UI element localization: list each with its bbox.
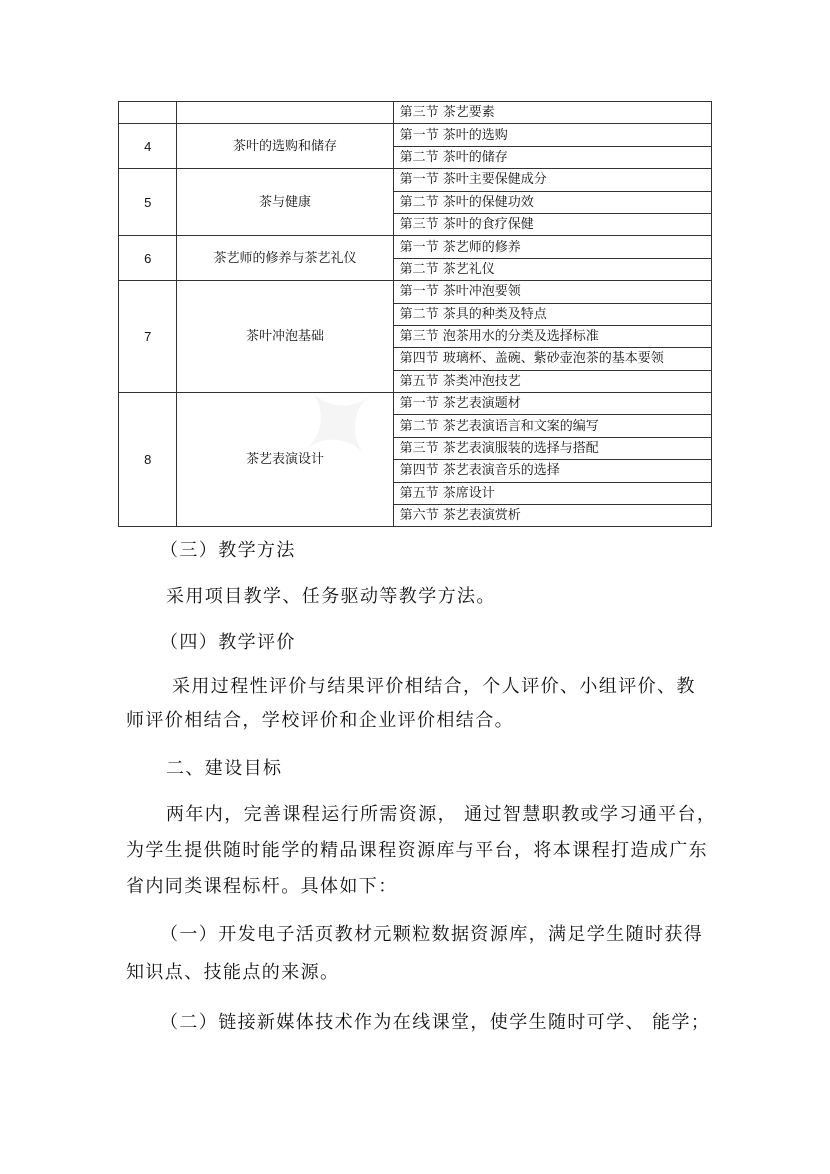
section-title: 第四节 茶艺表演音乐的选择 <box>393 460 711 482</box>
section-title: 第二节 茶叶的保健功效 <box>393 191 711 213</box>
section-title: 第二节 茶艺礼仪 <box>393 258 711 280</box>
section-title: 第六节 茶艺表演赏析 <box>393 505 711 527</box>
chapter-number: 5 <box>119 169 177 236</box>
list-item: （一）开发电子活页教材元颗粒数据资源库，满足学生随时获得 <box>160 924 704 945</box>
section-title: 第一节 茶叶的选购 <box>393 124 711 146</box>
heading-teaching-evaluation: （四）教学评价 <box>160 632 296 653</box>
paragraph: 为学生提供随时能学的精品课程资源库与平台，将本课程打造成广东 <box>126 840 708 861</box>
table-row <box>119 169 712 191</box>
section-title: 第二节 茶具的种类及特点 <box>393 303 711 325</box>
chapter-number: 8 <box>119 393 177 527</box>
paragraph: 两年内，完善课程运行所需资源， 通过智慧职教或学习通平台， <box>166 804 717 825</box>
section-title: 第五节 茶席设计 <box>393 482 711 504</box>
section-title: 第一节 茶艺师的修养 <box>393 236 711 258</box>
heading-teaching-method: （三）教学方法 <box>160 540 296 561</box>
section-title: 第一节 茶艺表演题材 <box>393 393 711 415</box>
section-title: 第五节 茶类冲泡技艺 <box>393 370 711 392</box>
table-row <box>119 124 712 146</box>
table-row <box>119 102 712 124</box>
section-title: 第二节 茶叶的储存 <box>393 146 711 168</box>
table-row <box>119 393 712 415</box>
chapter-number: 4 <box>119 124 177 169</box>
paragraph: 师评价相结合，学校评价和企业评价相结合。 <box>126 710 514 731</box>
course-outline-table <box>118 101 712 527</box>
list-item: 知识点、技能点的来源。 <box>126 962 340 983</box>
section-title: 第一节 茶叶冲泡要领 <box>393 281 711 303</box>
table-row <box>119 236 712 258</box>
chapter-number <box>119 102 177 124</box>
chapter-title <box>177 102 393 124</box>
section-title: 第三节 茶叶的食疗保健 <box>393 213 711 235</box>
chapter-title: 茶叶冲泡基础 <box>177 281 393 393</box>
chapter-number: 6 <box>119 236 177 281</box>
table-row <box>119 281 712 303</box>
chapter-title: 茶叶的选购和储存 <box>177 124 393 169</box>
chapter-number: 7 <box>119 281 177 393</box>
section-title: 第一节 茶叶主要保健成分 <box>393 169 711 191</box>
chapter-title: 茶艺师的修养与茶艺礼仪 <box>177 236 393 281</box>
section-title: 第三节 泡茶用水的分类及选择标准 <box>393 325 711 347</box>
chapter-title: 茶与健康 <box>177 169 393 236</box>
section-title: 第四节 玻璃杯、盖碗、紫砂壶泡茶的基本要领 <box>393 348 711 370</box>
paragraph: 采用过程性评价与结果评价相结合，个人评价、小组评价、教 <box>172 676 696 697</box>
paragraph: 采用项目教学、任务驱动等教学方法。 <box>166 586 496 607</box>
paragraph: 省内同类课程标杆。具体如下： <box>126 876 398 897</box>
heading-construction-goal: 二、建设目标 <box>166 758 283 779</box>
section-title: 第三节 茶艺表演服装的选择与搭配 <box>393 437 711 459</box>
section-title: 第二节 茶艺表演语言和文案的编写 <box>393 415 711 437</box>
section-title: 第三节 茶艺要素 <box>393 102 711 124</box>
list-item: （二）链接新媒体技术作为在线课堂，使学生随时可学、 能学； <box>160 1012 711 1033</box>
chapter-title: 茶艺表演设计 <box>177 393 393 527</box>
